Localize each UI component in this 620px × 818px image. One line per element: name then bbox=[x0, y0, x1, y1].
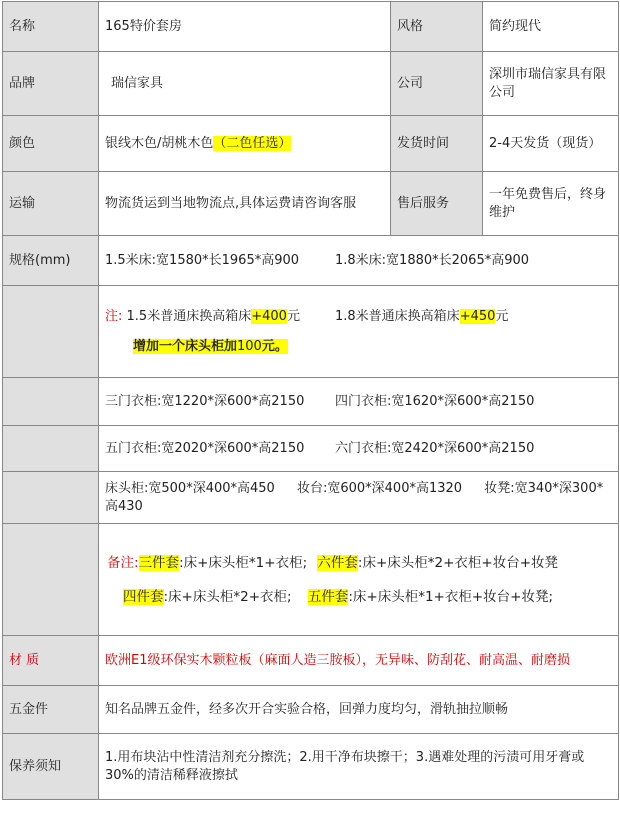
row-wardrobe-2 bbox=[3, 426, 619, 472]
value-company: 深圳市瑞信家具有限公司 bbox=[483, 52, 619, 116]
label-aftersale: 售后服务 bbox=[391, 172, 483, 236]
note-b-text: 1.8米普通床换高箱床 bbox=[335, 308, 460, 324]
remark-set4-text: :床+床头柜*2+衣柜; bbox=[163, 588, 292, 605]
value-hardware: 知名品牌五金件，经多次开合实验合格，回弹力度均匀，滑轨抽拉顺畅 bbox=[99, 686, 619, 734]
note-b-unit: 元 bbox=[495, 308, 509, 324]
note-a-unit: 元 bbox=[286, 308, 300, 324]
label-note-empty bbox=[3, 286, 99, 378]
label-color: 颜色 bbox=[3, 116, 99, 172]
spec-bed-18: 1.8米床:宽1880*长2065*高900 bbox=[335, 252, 530, 268]
misc-stool: 妆凳:宽340*深300*高430 bbox=[105, 480, 604, 514]
wardrobe-5door: 五门衣柜:宽2020*深600*高2150 bbox=[105, 440, 305, 456]
remark-set3-text: :床+床头柜*1+衣柜; bbox=[179, 554, 308, 571]
row-wardrobe-1 bbox=[3, 378, 619, 426]
note-prefix: 注: bbox=[105, 308, 123, 324]
remark-prefix: 备注: bbox=[107, 554, 139, 571]
label-care: 保养须知 bbox=[3, 734, 99, 800]
value-care: 1.用布块沾中性清洁剂充分擦洗；2.用干净布块擦干；3.遇难处理的污渍可用牙膏或30%的清洁稀释液擦拭 bbox=[99, 734, 619, 800]
row-shipping bbox=[3, 172, 619, 236]
misc-dresser: 妆台:宽600*深400*高1320 bbox=[296, 480, 463, 496]
note-a-text: 1.5米普通床换高箱床 bbox=[126, 308, 252, 324]
note-b-price: +450 bbox=[459, 308, 496, 324]
spec-bed-15: 1.5米床:宽1580*长1965*高900 bbox=[105, 252, 300, 268]
remark-set5-text: :床+床头柜*1+衣柜+妆台+妆凳; bbox=[348, 588, 554, 605]
label-material: 材 质 bbox=[3, 636, 99, 686]
row-color bbox=[3, 116, 619, 172]
row-brand bbox=[3, 52, 619, 116]
value-name: 165特价套房 bbox=[99, 2, 391, 52]
misc-nightstand: 床头柜:宽500*深400*高450 bbox=[105, 480, 275, 496]
row-material bbox=[3, 636, 619, 686]
value-delivery: 2-4天发货（现货） bbox=[483, 116, 619, 172]
label-name: 名称 bbox=[3, 2, 99, 52]
row-care bbox=[3, 734, 619, 800]
value-style: 简约现代 bbox=[483, 2, 619, 52]
remark-set4: 四件套 bbox=[123, 588, 164, 605]
label-company: 公司 bbox=[391, 52, 483, 116]
remark-set6-text: :床+床头柜*2+衣柜+妆台+妆凳 bbox=[357, 554, 559, 571]
label-spec: 规格(mm) bbox=[3, 236, 99, 286]
label-style: 风格 bbox=[391, 2, 483, 52]
note-nightstand: 增加一个床头柜加100元。 bbox=[133, 338, 288, 354]
value-shipping: 物流货运到当地物流点,具体运费请咨询客服 bbox=[99, 172, 391, 236]
value-misc bbox=[99, 472, 619, 524]
row-remark bbox=[3, 524, 619, 636]
value-color bbox=[99, 116, 391, 172]
row-spec bbox=[3, 236, 619, 286]
label-brand: 品牌 bbox=[3, 52, 99, 116]
value-note bbox=[99, 286, 619, 378]
label-empty-3 bbox=[3, 472, 99, 524]
note-a-price: +400 bbox=[251, 308, 287, 324]
spec-table bbox=[2, 1, 619, 800]
value-brand: 瑞信家具 bbox=[99, 52, 391, 116]
label-delivery: 发货时间 bbox=[391, 116, 483, 172]
label-empty-1 bbox=[3, 378, 99, 426]
label-hardware: 五金件 bbox=[3, 686, 99, 734]
remark-set6: 六件套 bbox=[317, 554, 358, 571]
remark-set5: 五件套 bbox=[307, 588, 349, 605]
row-misc bbox=[3, 472, 619, 524]
label-shipping: 运输 bbox=[3, 172, 99, 236]
color-text: 银线木色/胡桃木色 bbox=[105, 135, 214, 151]
row-hardware bbox=[3, 686, 619, 734]
remark-set3: 三件套 bbox=[138, 554, 180, 571]
label-empty-2 bbox=[3, 426, 99, 472]
wardrobe-4door: 四门衣柜:宽1620*深600*高2150 bbox=[335, 393, 535, 409]
product-spec-sheet bbox=[0, 1, 620, 818]
row-name bbox=[3, 2, 619, 52]
value-wardrobe-1 bbox=[99, 378, 619, 426]
label-empty-4 bbox=[3, 524, 99, 636]
row-note bbox=[3, 286, 619, 378]
value-wardrobe-2 bbox=[99, 426, 619, 472]
value-remark bbox=[99, 524, 619, 636]
value-aftersale: 一年免费售后，终身维护 bbox=[483, 172, 619, 236]
color-highlight: （二色任选） bbox=[213, 135, 292, 151]
value-material: 欧洲E1级环保实木颗粒板（麻面人造三胺板），无异味、防刮花、耐高温、耐磨损 bbox=[99, 636, 619, 686]
value-spec bbox=[99, 236, 619, 286]
wardrobe-6door: 六门衣柜:宽2420*深600*高2150 bbox=[335, 440, 535, 456]
wardrobe-3door: 三门衣柜:宽1220*深600*高2150 bbox=[105, 393, 305, 409]
